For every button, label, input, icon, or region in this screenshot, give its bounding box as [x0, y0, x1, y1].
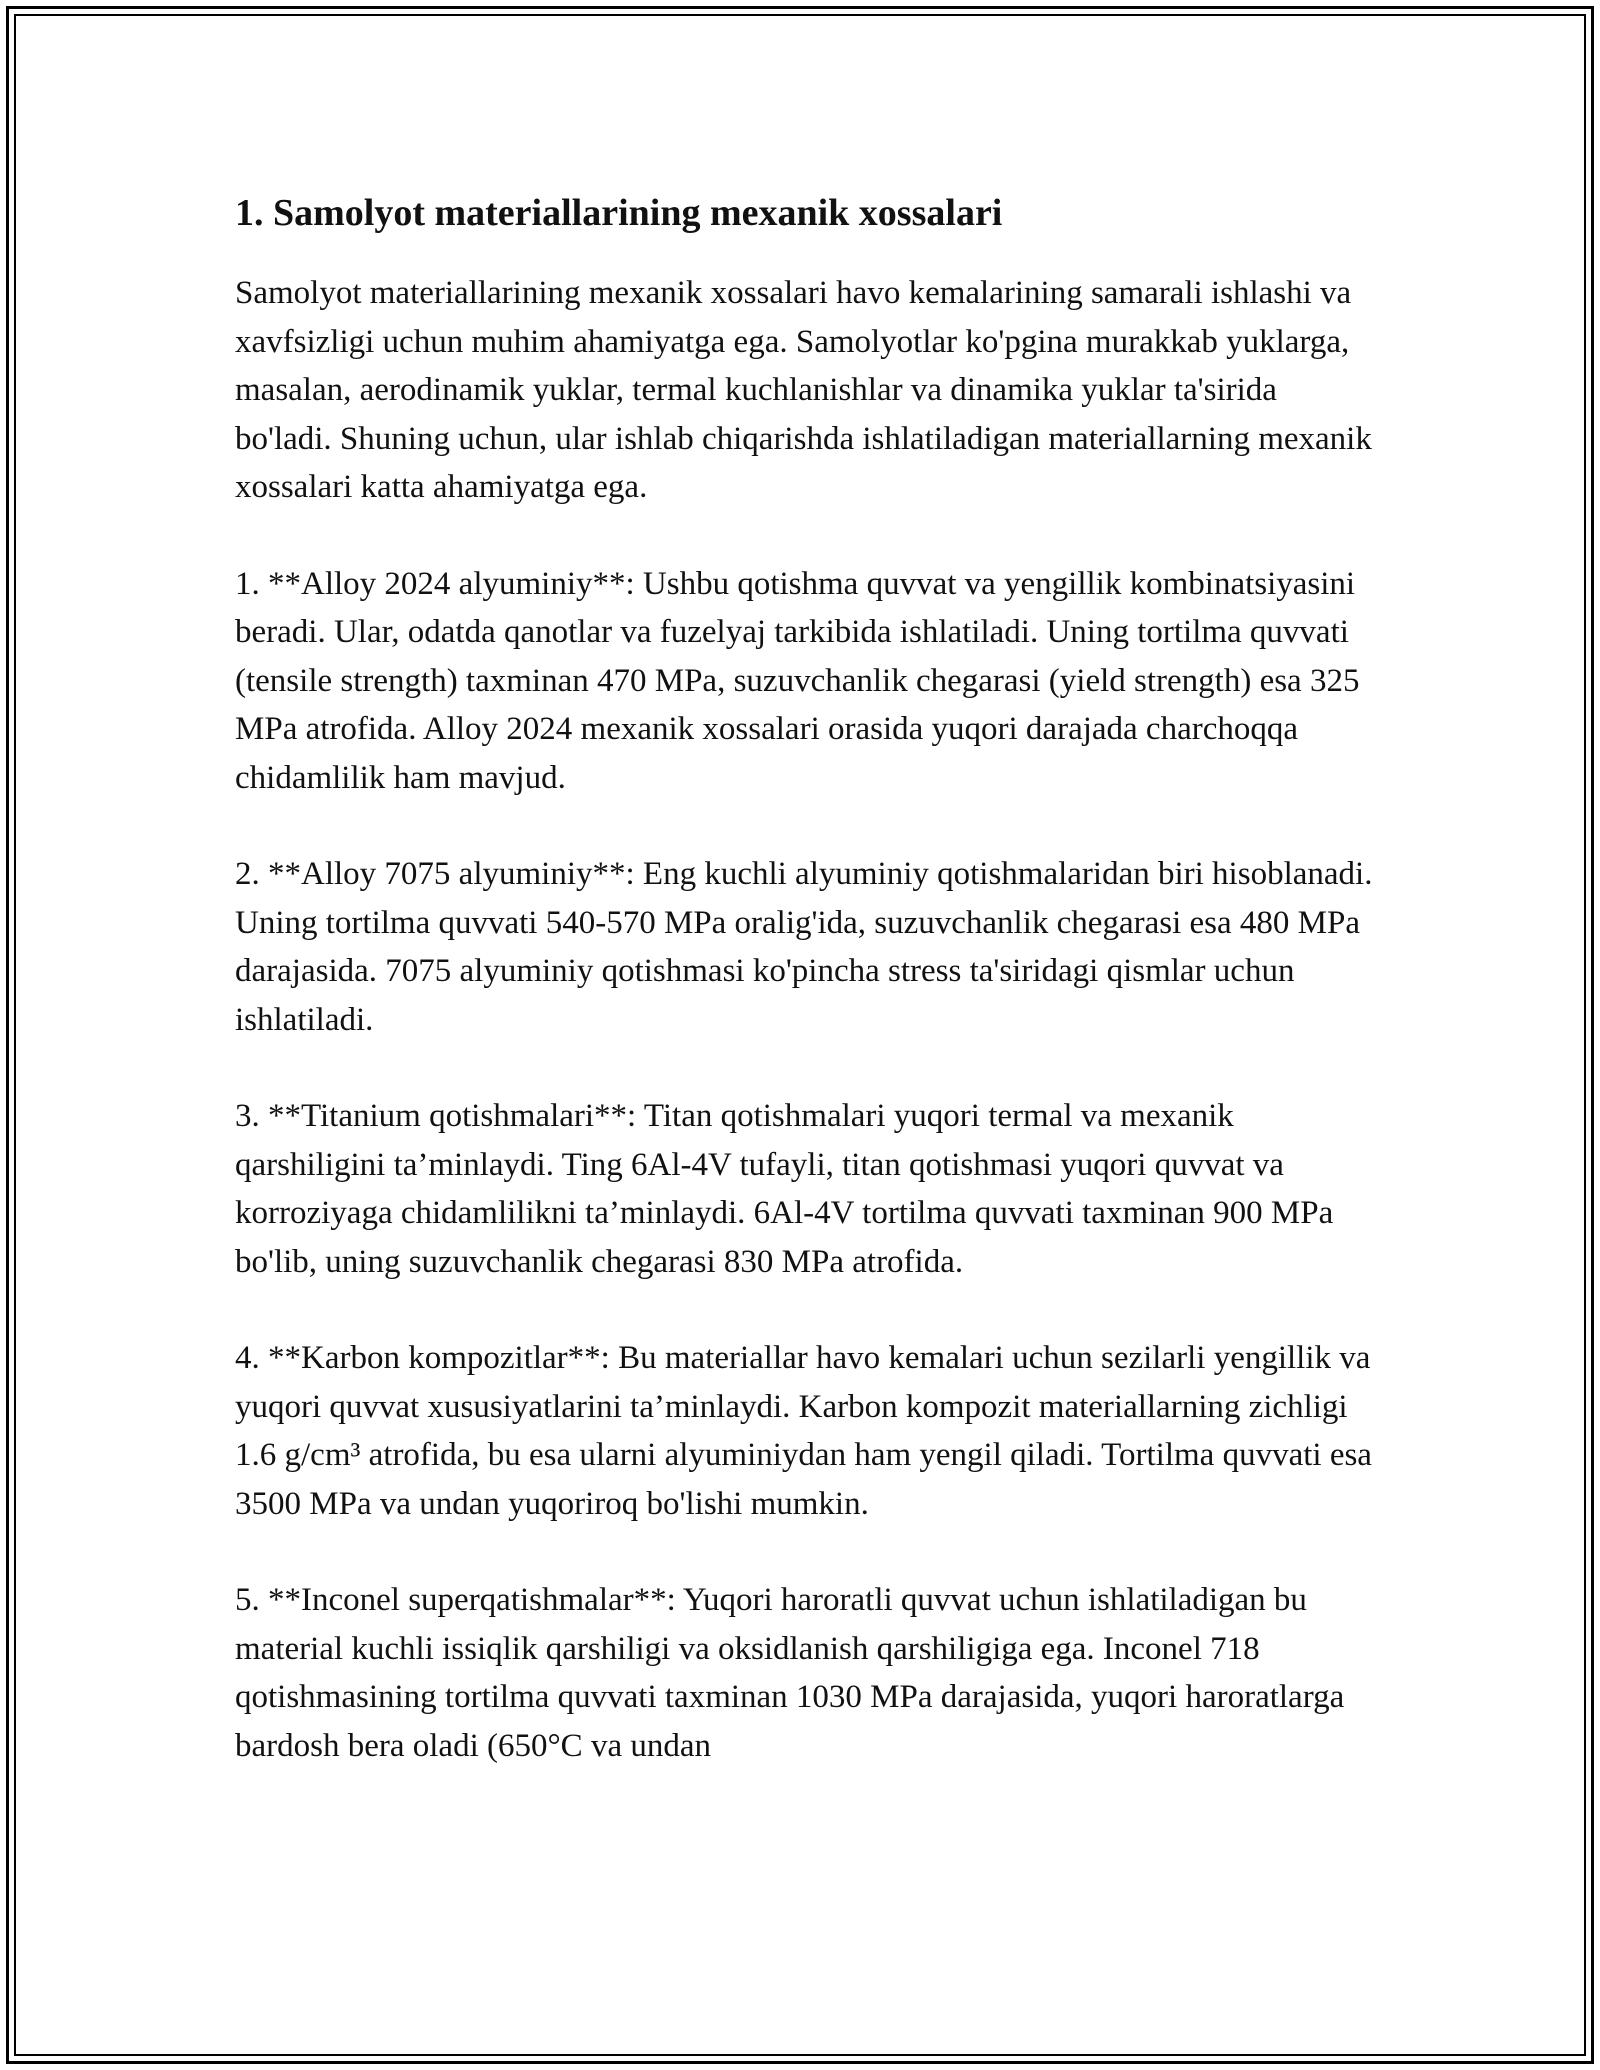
list-item-inconel: 5. **Inconel superqatishmalar**: Yuqori haroratli quvvat uchun ishlatiladigan bu material kuchli issiqlik qarshiligi va oksidlanish qarshiligiga ega. Inconel 718 qotishmasining tortilma quvvati taxminan 1030 MPa darajasida, yuqori haroratlarga bardosh bera oladi (650°C va undan: [235, 1582, 1345, 1764]
document-body: [235, 185, 1375, 1818]
list-item-alloy-2024: 1. **Alloy 2024 alyuminiy**: Ushbu qotishma quvvat va yengillik kombinatsiyasini beradi. Ular, odatda qanotlar va fuzelyaj tarkibida ishlatiladi. Uning tortilma quvvati (tensile strength) taxminan 470 MPa, suzuvchanlik chegarasi (yield strength) esa 325 MPa atrofida. Alloy 2024 mexanik xossalari orasida yuqori darajada charchoqqa chidamlilik ham mavjud.: [235, 565, 1360, 796]
intro-paragraph: Samolyot materiallarining mexanik xossalari havo kemalarining samarali ishlashi va xavfsizligi uchun muhim ahamiyatga ega. Samolyotlar ko'pgina murakkab yuklarga, masalan, aerodinamik yuklar, termal kuchlanishlar va dinamika yuklar ta'sirida bo'ladi. Shuning uchun, ular ishlab chiqarishda ishlatiladigan materiallarning mexanik xossalari katta ahamiyatga ega.: [235, 275, 1372, 505]
list-item-alloy-7075: 2. **Alloy 7075 alyuminiy**: Eng kuchli alyuminiy qotishmalaridan biri hisoblanadi. Uning tortilma quvvati 540-570 MPa oralig'ida, suzuvchanlik chegarasi esa 480 MPa darajasida. 7075 alyuminiy qotishmasi ko'pincha stress ta'siridagi qismlar uchun ishlatiladi.: [235, 856, 1373, 1038]
list-item-carbon-composites: 4. **Karbon kompozitlar**: Bu materiallar havo kemalari uchun sezilarli yengillik va yuqori quvvat xususiyatlarini ta’minlaydi. Karbon kompozit materiallarning zichligi 1.6 g/cm³ atrofida, bu esa ularni alyuminiydan ham yengil qiladi. Tortilma quvvati esa 3500 MPa va undan yuqoriroq bo'lishi mumkin.: [235, 1340, 1372, 1522]
section-heading: 1. Samolyot materiallarining mexanik xossalari: [235, 192, 1003, 234]
list-item-titanium: 3. **Titanium qotishmalari**: Titan qotishmalari yuqori termal va mexanik qarshiligini ta’minlaydi. Ting 6Al-4V tufayli, titan qotishmasi yuqori quvvat va korroziyaga chidamlilikni ta’minlaydi. 6Al-4V tortilma quvvati taxminan 900 MPa bo'lib, uning suzuvchanlik chegarasi 830 MPa atrofida.: [235, 1098, 1334, 1280]
